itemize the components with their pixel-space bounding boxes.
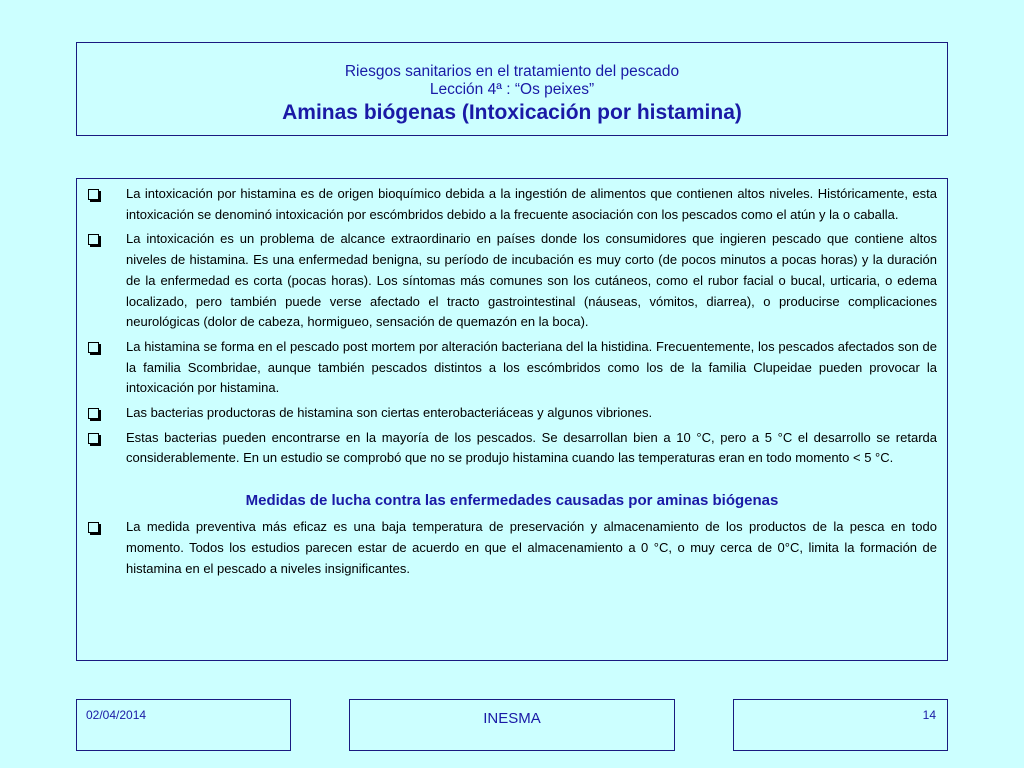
list-item [87,403,937,424]
checkbox-bullet-icon [88,522,99,533]
list-item [87,337,937,399]
section-subheading: Medidas de lucha contra las enfermedades causadas por aminas biógenas [245,492,779,510]
footer-date [76,699,291,751]
list-item [87,184,937,225]
slide-course-title: Riesgos sanitarios en el tratamiento del pescado [344,63,680,80]
footer-page-number [733,699,948,751]
footer-date-text: 02/04/2014 [86,708,147,722]
list-item [87,517,937,579]
bullet-text: La histamina se forma en el pescado post mortem por alteración bacteriana del la histidina. Frecuentemente, los pescados afectados son de la familia Scombridae, aunque también pescados distintos a los escómbridos como los de la familia Clupeidae pueden provocar la intoxicación por histamina. [126,338,937,396]
footer-organization [349,699,675,751]
checkbox-bullet-icon [88,342,99,353]
list-item [87,229,937,333]
title-box [76,42,948,136]
checkbox-bullet-icon [88,189,99,200]
checkbox-bullet-icon [88,234,99,245]
footer-organization-text: INESMA [483,710,541,727]
bullet-text: La intoxicación es un problema de alcance extraordinario en países donde los consumidores que ingieren pescado que contiene altos niveles de histamina. Es una enfermedad benigna, su período de incubación es muy corto (de pocos minutos a pocas horas) y la duración de la enfermedad es corta (pocas horas). Los síntomas más comunes son los cutáneos, como el rubor facial o bucal, urticaria, o edema localizado, pero también puede verse afectado el tracto gastrointestinal (náuseas, vómitos, diarrea), o producirse complicaciones neurológicas (dolor de cabeza, hormigueo, sensación de quemazón en la boca). [126,231,937,330]
slide-lesson-title: Lección 4ª : “Os peixes” [429,81,595,98]
footer-page-number-text: 14 [922,708,936,722]
bullet-text: La intoxicación por histamina es de origen bioquímico debida a la ingestión de alimentos que contienen altos niveles. Históricamente, esta intoxicación se denominó intoxicación por escómbridos debido a la frecuente asociación con los pescados como el atún y la o caballa. [126,186,937,222]
slide-main-title: Aminas biógenas (Intoxicación por histamina) [282,101,742,124]
list-item [87,428,937,469]
bullet-text: Estas bacterias pueden encontrarse en la mayoría de los pescados. Se desarrollan bien a 10 °C, pero a 5 °C el desarrollo se retarda considerablemente. En un estudio se comprobó que no se produjo histamina cuando las temperaturas eran en todo momento < 5 °C. [126,429,937,466]
content-box [76,178,948,661]
checkbox-bullet-icon [88,408,99,419]
checkbox-bullet-icon [88,433,99,444]
bullet-text: La medida preventiva más eficaz es una baja temperatura de preservación y almacenamiento de los productos de la pesca en todo momento. Todos los estudios parecen estar de acuerdo en que el almacenamiento a 0 °C, o muy cerca de 0°C, limita la formación de histamina en el pescado a niveles insignificantes. [126,519,937,576]
bullet-text: Las bacterias productoras de histamina son ciertas enterobacteriáceas y algunos vibriones. [126,405,653,421]
